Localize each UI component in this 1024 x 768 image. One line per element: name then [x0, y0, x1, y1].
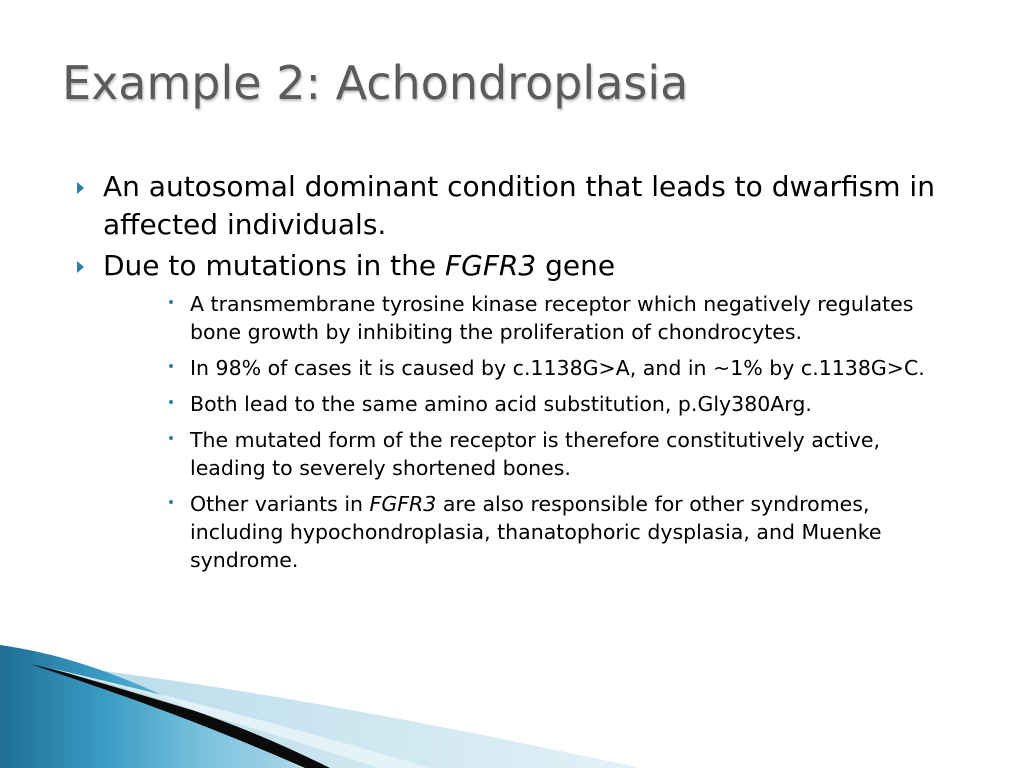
- bullet-text: Due to mutations in the: [103, 249, 446, 282]
- slide-title: Example 2: Achondroplasia: [62, 56, 689, 110]
- gene-name: FGFR3: [369, 492, 437, 516]
- sub-bullet-text: are also responsible for other syndromes, including hypochondroplasia, thanatophoric dysplasia, and Muenke syndrome.: [190, 492, 882, 572]
- sub-bullet-text: In 98% of cases it is caused by c.1138G>A, and in ~1% by c.1138G>C.: [190, 356, 925, 380]
- sub-bullet-text: A transmembrane tyrosine kinase receptor which negatively regulates bone growth by inhibiting the proliferation of chondrocytes.: [190, 292, 914, 344]
- sub-bullet-text: Other variants in: [190, 492, 370, 516]
- gene-name: FGFR3: [445, 249, 537, 282]
- bullet-text: gene: [536, 249, 616, 282]
- bullet-text: An autosomal dominant condition that leads to dwarfism in affected individuals.: [103, 170, 935, 241]
- sub-bullet-text: Both lead to the same amino acid substitution, p.Gly380Arg.: [190, 392, 812, 416]
- sub-bullet-text: The mutated form of the receptor is therefore constitutively active, leading to severely shortened bones.: [190, 428, 881, 480]
